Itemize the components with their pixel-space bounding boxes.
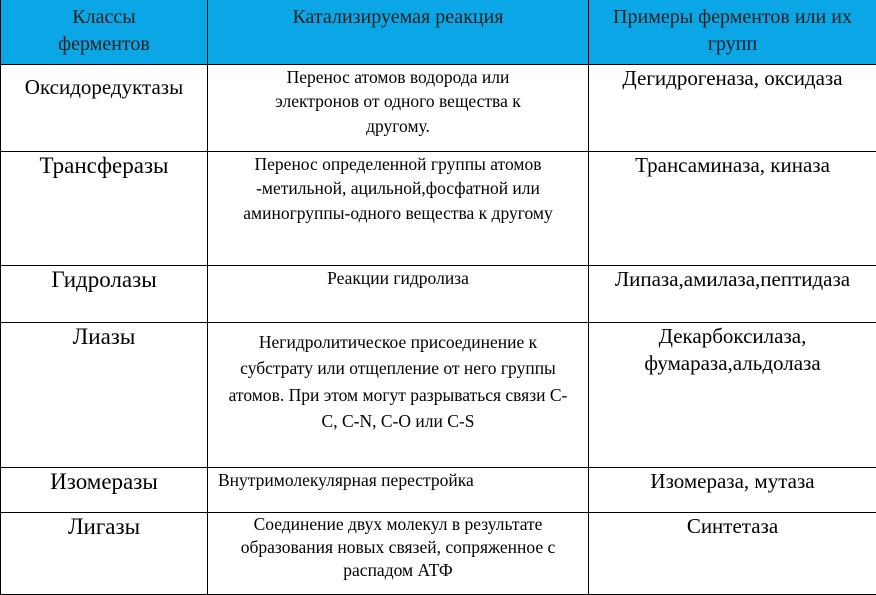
reaction-cell: Перенос атомов водорода или электронов от одного вещества к другому. bbox=[208, 64, 589, 151]
class-cell: Трансферазы bbox=[1, 151, 208, 265]
examples-cell: Дегидрогеназа, оксидаза bbox=[589, 64, 876, 151]
table-row bbox=[1, 322, 876, 467]
table-row bbox=[1, 265, 876, 322]
header-enzyme-classes: Классы ферментов bbox=[1, 0, 208, 64]
reaction-cell: Соединение двух молекул в результате образования новых связей, сопряженное с распадом АТФ bbox=[208, 512, 589, 594]
class-cell: Лиазы bbox=[1, 322, 208, 467]
examples-cell: Трансаминаза, киназа bbox=[589, 151, 876, 265]
reaction-cell: Реакции гидролиза bbox=[208, 265, 589, 322]
examples-cell: Синтетаза bbox=[589, 512, 876, 594]
reaction-cell: Негидролитическое присоединение к субстрату или отщепление от него группы атомов. При этом могут разрываться связи С-С, C-N, С-О или C-S bbox=[208, 322, 589, 467]
table-header-row bbox=[1, 0, 876, 64]
header-enzyme-examples: Примеры ферментов или их групп bbox=[589, 0, 876, 64]
examples-cell: Липаза,амилаза,пептидаза bbox=[589, 265, 876, 322]
class-cell: Гидролазы bbox=[1, 265, 208, 322]
reaction-cell: Внутримолекулярная перестройка bbox=[208, 467, 589, 512]
reaction-cell: Перенос определенной группы атомов -метильной, ацильной,фосфатной или аминогруппы-одного вещества к другому bbox=[208, 151, 589, 265]
header-catalyzed-reaction: Катализируемая реакция bbox=[208, 0, 589, 64]
table-row bbox=[1, 467, 876, 512]
class-cell: Оксидоредуктазы bbox=[1, 64, 208, 151]
table-row bbox=[1, 64, 876, 151]
class-cell: Изомеразы bbox=[1, 467, 208, 512]
class-cell: Лигазы bbox=[1, 512, 208, 594]
examples-cell: Изомераза, мутаза bbox=[589, 467, 876, 512]
examples-cell: Декарбоксилаза, фумараза,альдолаза bbox=[589, 322, 876, 467]
table-row bbox=[1, 512, 876, 594]
table-row bbox=[1, 151, 876, 265]
